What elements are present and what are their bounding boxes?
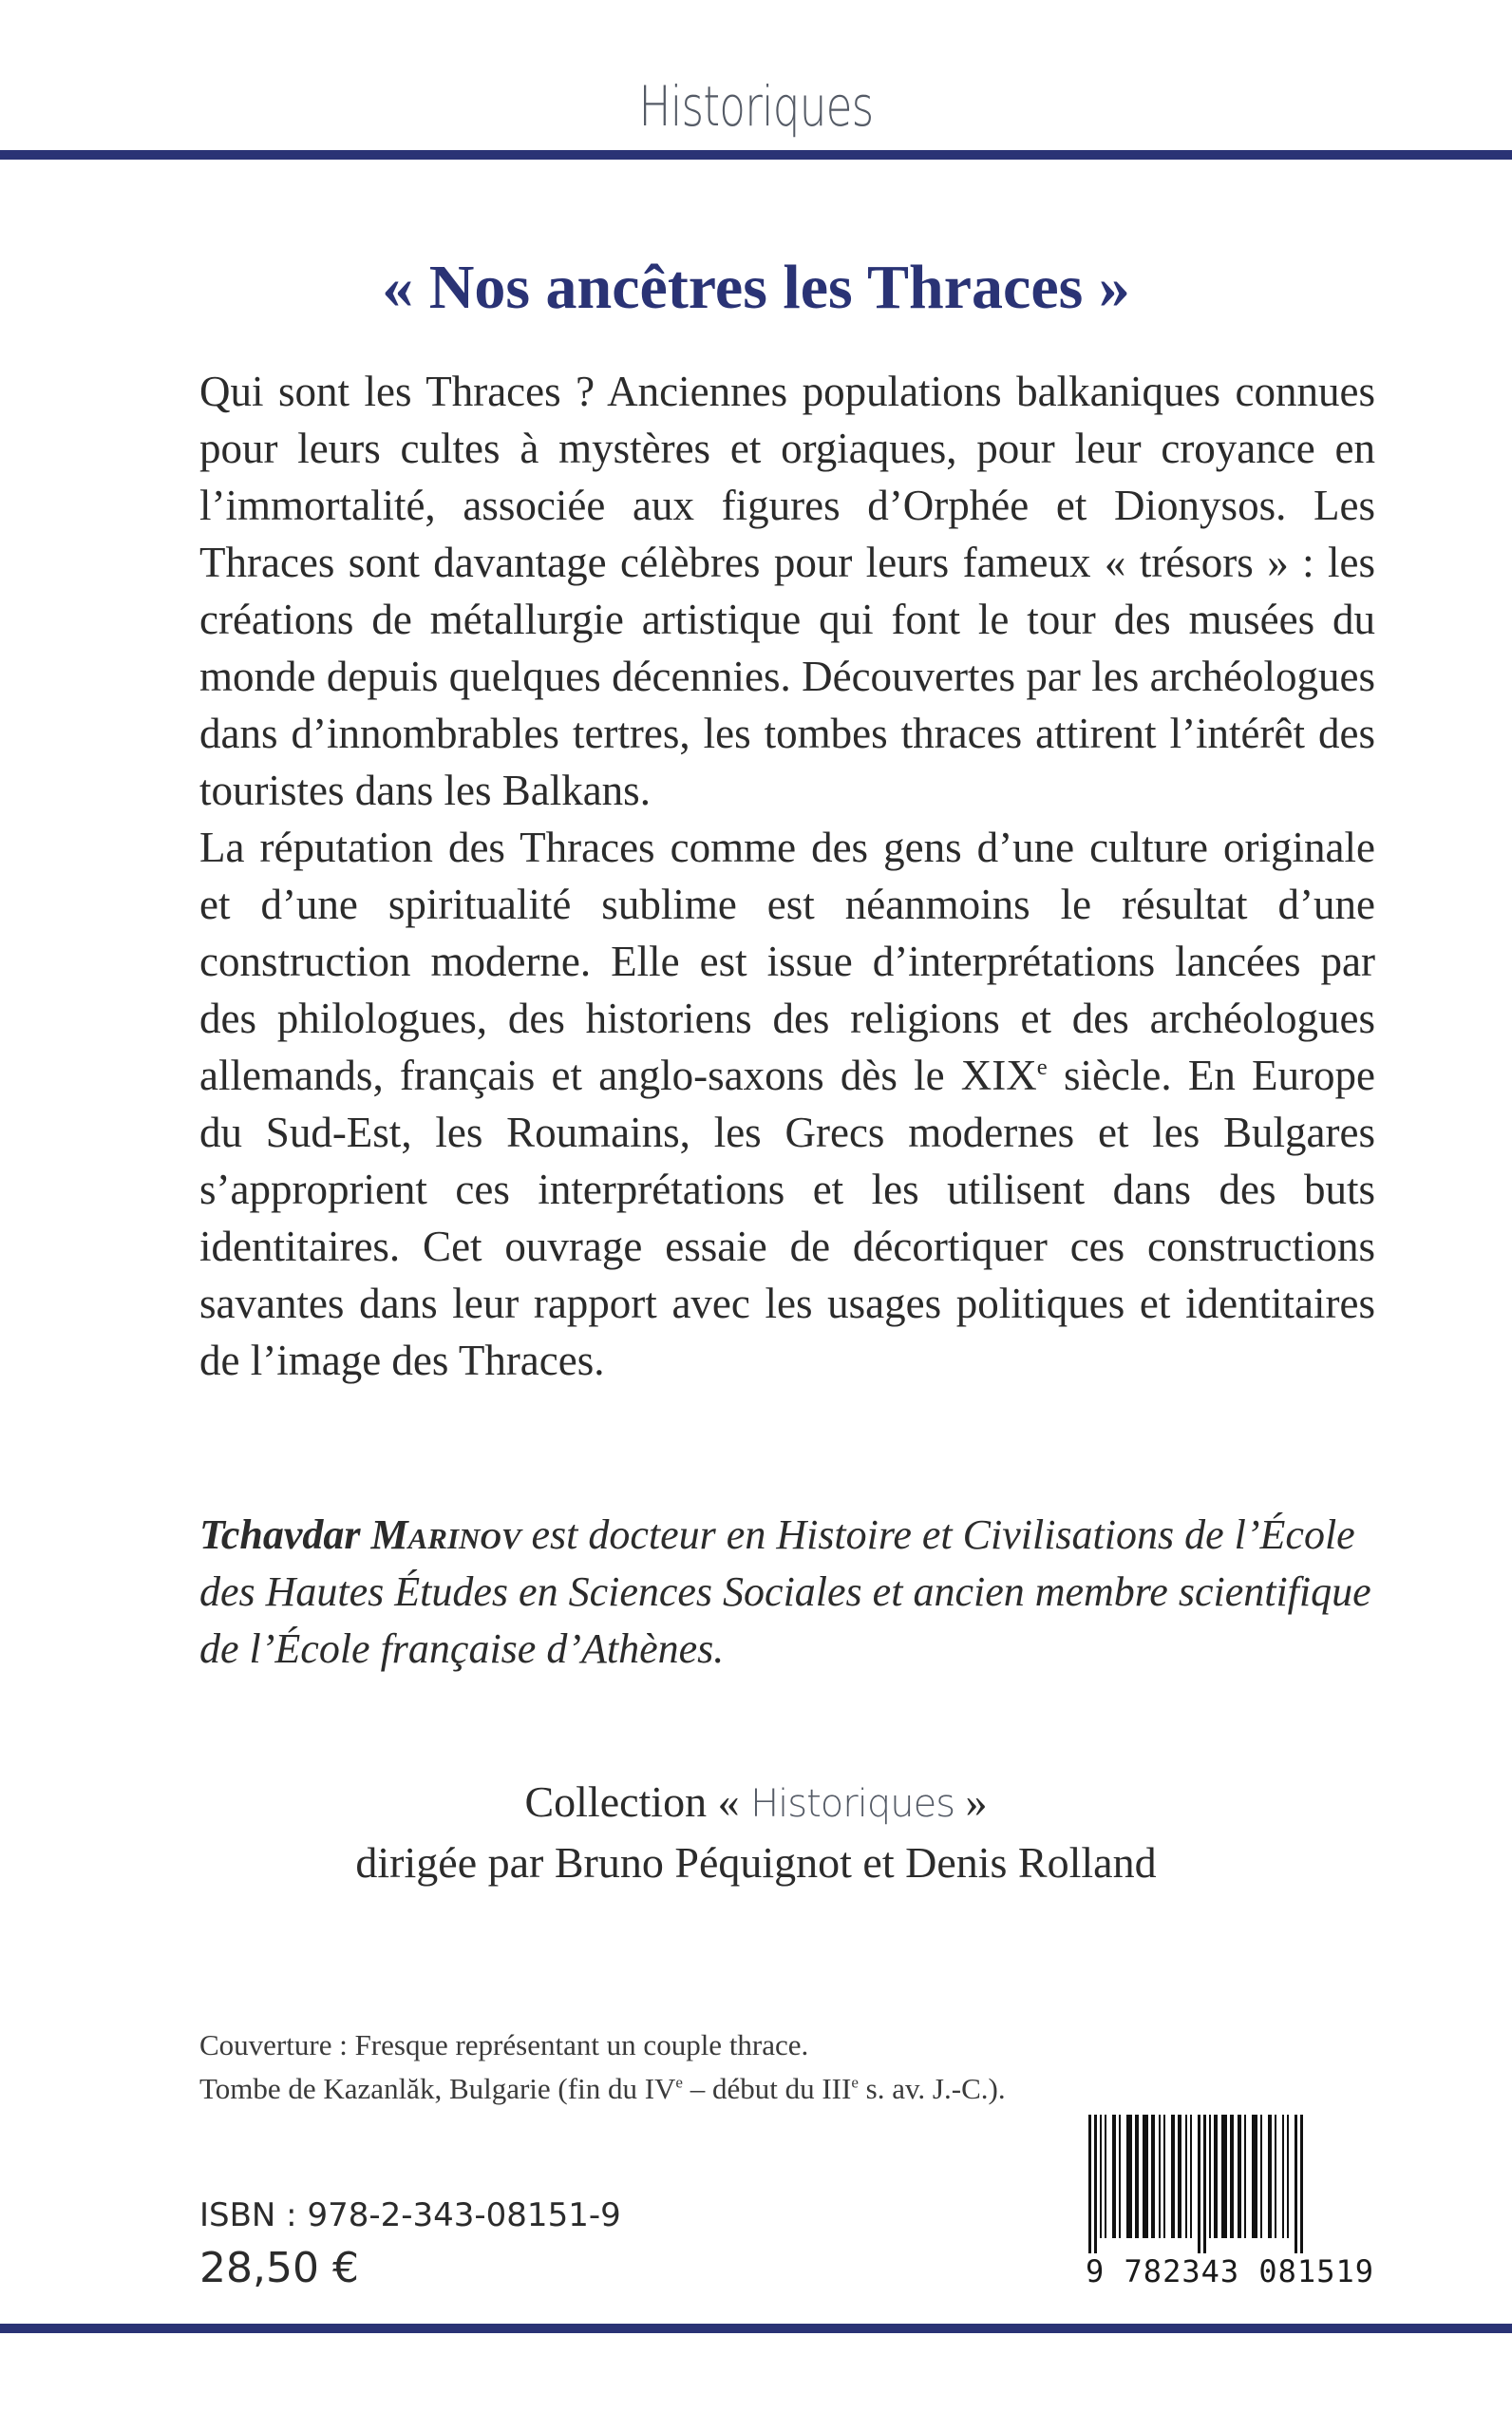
barcode-bar: [1260, 2115, 1262, 2238]
barcode-bar: [1203, 2115, 1206, 2257]
author-last-name: Marinov: [370, 1511, 521, 1558]
bottom-divider: [0, 2324, 1512, 2333]
century-superscript: e: [1036, 1054, 1048, 1080]
summary-paragraph-2: [199, 819, 1375, 1389]
barcode-bar: [1112, 2115, 1116, 2238]
author-first-name: Tchavdar: [199, 1511, 361, 1558]
collection-info: [0, 1773, 1512, 1892]
barcode-bar: [1171, 2115, 1175, 2238]
barcode-bar: [1178, 2115, 1181, 2238]
barcode-bar: [1159, 2115, 1161, 2238]
barcode-bar: [1209, 2115, 1211, 2238]
author-bio-text: est docteur en Histoire et Civilisations de l’École des Hautes Études en Sciences Sociales et ancien membre scientifique de l’École française d’Athènes.: [199, 1511, 1371, 1672]
author-bio: [199, 1507, 1375, 1678]
top-divider: [0, 150, 1512, 160]
barcode-bar: [1094, 2115, 1097, 2257]
barcode-bars: [1083, 2115, 1377, 2257]
barcode-bar: [1100, 2115, 1102, 2238]
barcode-bar: [1244, 2115, 1246, 2238]
barcode-bar: [1105, 2115, 1106, 2238]
summary-paragraph-2-part-a: La réputation des Thraces comme des gens d’une culture originale et d’une spiritualité sublime est néanmoins le résultat d’une construction moderne. Elle est issue d’interprétations lancées par des philologues, des historiens des religions et des archéologues allemands, français et anglo-saxons dès le XIX: [199, 824, 1375, 1099]
summary-paragraph-2-part-b: siècle. En Europe du Sud-Est, les Roumains, les Grecs modernes et les Bulgares s’approprient ces interprétations et les utilisent dans des buts identitaires. Cet ouvrage essaie de décortiquer ces constructions savantes dans leur rapport avec les usages politiques et identitaires de l’image des Thraces.: [199, 1052, 1375, 1384]
collection-prefix: Collection «: [524, 1777, 740, 1826]
barcode-bar: [1185, 2115, 1187, 2238]
barcode-bar: [1230, 2115, 1234, 2238]
collection-line: [0, 1773, 1512, 1833]
cover-credit-line-2-c: s. av. J.-C.).: [858, 2072, 1006, 2105]
collection-directors: dirigée par Bruno Péquignot et Denis Rolland: [355, 1838, 1157, 1887]
collection-series-name: Historiques: [750, 1782, 955, 1826]
barcode-bar: [1119, 2115, 1121, 2238]
price: 28,50 €: [199, 2244, 359, 2292]
barcode-bar: [1088, 2115, 1091, 2257]
cover-credit-line-1: Couverture : Fresque représentant un couple thrace.: [199, 2028, 809, 2061]
barcode-bar: [1282, 2115, 1284, 2238]
series-name-header: Historiques: [638, 74, 874, 139]
barcode-bar: [1275, 2115, 1276, 2238]
cover-credit-sup-2: e: [851, 2073, 859, 2092]
cover-credit-line-2-a: Tombe de Kazanlăk, Bulgarie (fin du IV: [199, 2072, 676, 2105]
barcode-bar: [1238, 2115, 1241, 2238]
cover-credit: [199, 2023, 1149, 2111]
book-summary: [199, 363, 1375, 1389]
cover-credit-line-2: [199, 2067, 1149, 2111]
barcode-bar: [1135, 2115, 1139, 2238]
barcode-bar: [1300, 2115, 1303, 2257]
barcode-bar: [1126, 2115, 1132, 2238]
isbn: ISBN : 978-2-343-08151-9: [199, 2196, 621, 2234]
cover-credit-line-2-b: – début du III: [682, 2072, 852, 2105]
barcode-bar: [1163, 2115, 1165, 2238]
barcode-bar: [1221, 2115, 1227, 2238]
barcode-bar: [1252, 2115, 1257, 2238]
cover-credit-sup-1: e: [675, 2073, 683, 2092]
barcode-bar: [1295, 2115, 1297, 2257]
barcode-digits: 9 782343 081519: [1083, 2253, 1377, 2289]
barcode-bar: [1151, 2115, 1155, 2238]
barcode-bar: [1198, 2115, 1200, 2257]
summary-paragraph-1: Qui sont les Thraces ? Anciennes populations balkaniques connues pour leurs cultes à mystères et orgiaques, pour leur croyance en l’immortalité, associée aux figures d’Orphée et Dionysos. Les Thraces sont davantage célèbres pour leurs fameux « trésors » : les créations de métallurgie artistique qui font le tour des musées du monde depuis quelques décennies. Découvertes par les archéologues dans d’innombrables tertres, les tombes thraces attirent l’intérêt des touristes dans les Balkans.: [199, 368, 1375, 814]
barcode-bar: [1190, 2115, 1192, 2238]
barcode-bar: [1214, 2115, 1218, 2238]
barcode-bar: [1143, 2115, 1148, 2238]
barcode-bar: [1268, 2115, 1272, 2238]
book-title: « Nos ancêtres les Thraces »: [382, 253, 1130, 322]
collection-suffix: »: [965, 1777, 988, 1826]
barcode-bar: [1287, 2115, 1289, 2238]
